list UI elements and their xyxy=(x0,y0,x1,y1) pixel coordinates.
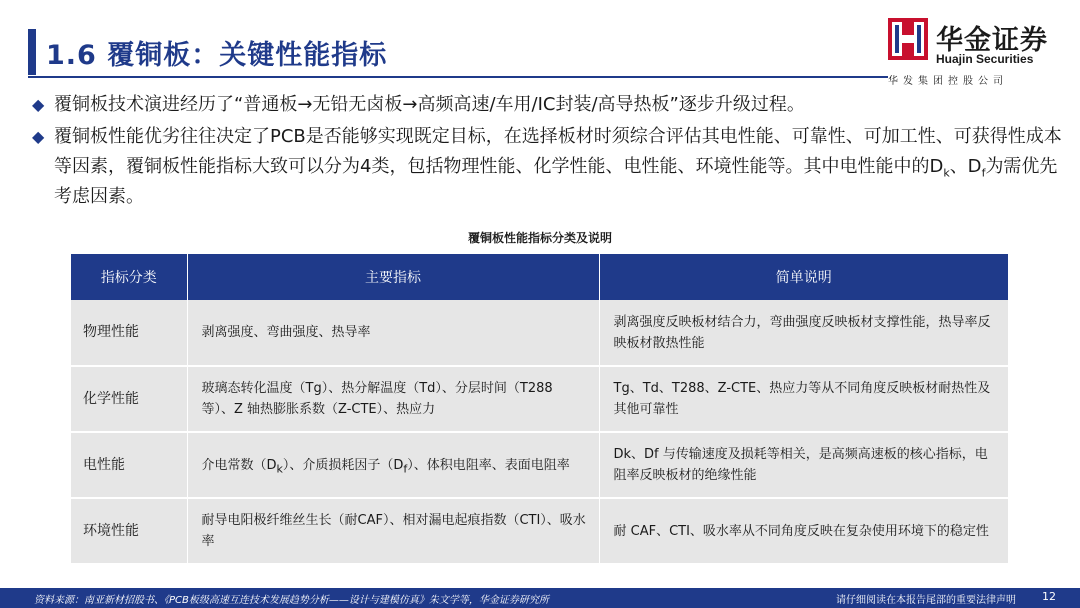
title-bar xyxy=(28,28,898,76)
cell-text-part: ）、介质损耗因子（D xyxy=(282,457,404,473)
logo-name-en: Huajin Securities xyxy=(936,52,1034,66)
bullet-text: 覆铜板技术演进经历了“普通板→无铅无卤板→高频高速/车用/IC封装/高导热板”逐步升级过程。 xyxy=(54,94,805,115)
cell-desc: 剥离强度反映板材结合力，弯曲强度反映板材支撑性能，热导率反映板材散热性能 xyxy=(599,300,1008,366)
table-title: 覆铜板性能指标分类及说明 xyxy=(467,231,612,245)
footer-bar xyxy=(0,588,1080,608)
title-underline xyxy=(28,76,888,78)
subscript-k: k xyxy=(943,166,950,180)
bullet-text-part: 为需优先考虑因素。 xyxy=(54,156,1058,207)
header-main: 主要指标 xyxy=(187,254,599,300)
diamond-bullet-icon: ◆ xyxy=(32,127,45,146)
bullet-item xyxy=(32,122,1062,212)
title-accent-bar xyxy=(28,29,36,75)
table-row xyxy=(71,498,1008,564)
bullet-item xyxy=(32,90,1062,120)
cell-category: 化学性能 xyxy=(71,366,187,432)
header-category: 指标分类 xyxy=(71,254,187,300)
footer-disclaimer: 请仔细阅读在本报告尾部的重要法律声明 xyxy=(836,595,1016,606)
huajin-logo-icon xyxy=(888,18,928,60)
cell-main: 玻璃态转化温度（Tg）、热分解温度（Td）、分层时间（T288 等）、Z 轴热膨胀系数（Z-CTE）、热应力 xyxy=(187,366,599,432)
bullet-text xyxy=(54,122,1062,212)
cell-category: 电性能 xyxy=(71,432,187,498)
logo-subtitle: 华发集团控股公司 xyxy=(888,76,1008,87)
cell-text-part: ）、体积电阻率、表面电阻率 xyxy=(407,457,570,473)
table-row xyxy=(71,432,1008,498)
footer-source: 资料来源：南亚新材招股书、《PCB板级高速互连技术发展趋势分析——设计与建模仿真》朱文学等，华金证券研究所 xyxy=(34,595,549,606)
subscript-f: f xyxy=(403,462,408,476)
cell-main: 耐导电阳极纤维丝生长（耐CAF）、相对漏电起痕指数（CTI）、吸水率 xyxy=(187,498,599,564)
table-row xyxy=(71,366,1008,432)
cell-desc: 耐 CAF、CTI、吸水率从不同角度反映在复杂使用环境下的稳定性 xyxy=(599,498,1008,564)
subscript-f: f xyxy=(981,166,986,180)
cell-main xyxy=(187,432,599,498)
header-desc: 简单说明 xyxy=(599,254,1008,300)
logo-name-cn: 华金证券 xyxy=(936,25,1048,56)
cell-text-part: 介电常数（D xyxy=(201,457,277,473)
page-title: 1.6 覆铜板：关键性能指标 xyxy=(46,39,388,71)
cell-desc: Tg、Td、T288、Z-CTE、热应力等从不同角度反映板材耐热性及其他可靠性 xyxy=(599,366,1008,432)
cell-main: 剥离强度、弯曲强度、热导率 xyxy=(187,300,599,366)
subscript-k: k xyxy=(276,462,283,476)
company-logo xyxy=(888,14,1068,90)
bullet-list xyxy=(32,90,1062,214)
bullet-text-part: 、D xyxy=(949,156,982,177)
bullet-text-part: 覆铜板性能优劣往往决定了PCB是否能够实现既定目标，在选择板材时须综合评估其电性能、可靠性、可加工性、可获得性成本等因素，覆铜板性能指标大致可以分为4类，包括物理性能、化学性能、电性能、环境性能等。其中电性能中的D xyxy=(54,126,1062,177)
cell-category: 物理性能 xyxy=(71,300,187,366)
cell-desc: Dk、Df 与传输速度及损耗等相关，是高频高速板的核心指标，电阻率反映板材的绝缘性能 xyxy=(599,432,1008,498)
performance-table xyxy=(71,254,1008,565)
cell-category: 环境性能 xyxy=(71,498,187,564)
diamond-bullet-icon: ◆ xyxy=(32,95,45,114)
table-row xyxy=(71,300,1008,366)
table-header-row xyxy=(71,254,1008,300)
page-number: 12 xyxy=(1042,590,1056,603)
